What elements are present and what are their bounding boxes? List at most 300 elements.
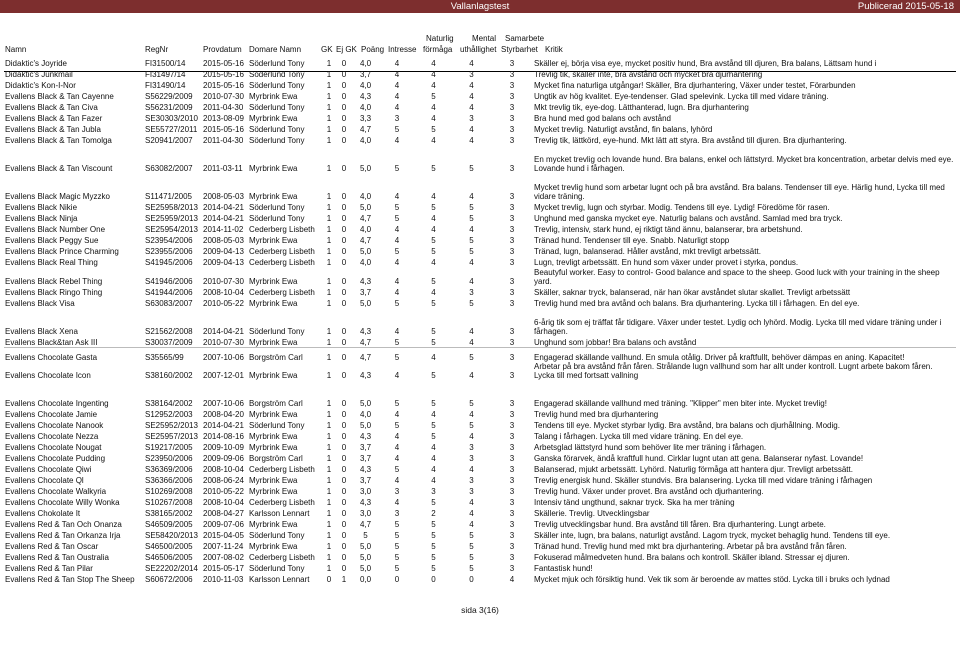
cell-mental: 5 (469, 164, 474, 173)
cell-samarbete: 3 (509, 454, 515, 463)
cell-mental: 5 (469, 542, 474, 551)
cell-regnr: S56229/2009 (145, 92, 193, 101)
cell-regnr: SE25952/2013 (145, 421, 198, 430)
cell-gk: 1 (326, 103, 332, 112)
cell-domare: Myrbrink Ewa (248, 336, 322, 348)
cell-ej-gk: 0 (341, 299, 347, 308)
cell-domare: Söderlund Tony (249, 81, 305, 90)
cell-poang: 4,7 (359, 125, 372, 134)
cell-gk: 1 (326, 443, 332, 452)
cell-poang: 4,0 (359, 225, 372, 234)
cell-intresse: 4 (394, 288, 400, 297)
cell-intresse: 3 (394, 509, 400, 518)
cell-namn: Didaktic's Joyride (5, 59, 67, 68)
cell-ej-gk: 0 (341, 520, 347, 529)
cell-gk: 1 (326, 520, 332, 529)
cell-intresse: 4 (394, 70, 400, 79)
cell-kritik: Trevlig hund med bra djurhantering (534, 410, 659, 419)
page-number: sida 3(16) (461, 605, 499, 615)
cell-domare: Cederberg Lisbeth (249, 258, 315, 267)
cell-mental: 4 (469, 432, 474, 441)
cell-kritik: Tränad, lugn, balanserad. Håller avstånd, mkt trevligt arbetssätt. (534, 247, 761, 256)
cell-naturlig: 5 (431, 125, 436, 134)
cell-naturlig: 4 (431, 476, 436, 485)
cell-namn: Evallens Black & Tan Viscount (5, 164, 113, 173)
cell-regnr: S46506/2005 (145, 553, 193, 562)
cell-provdatum: 2008-06-24 (203, 476, 244, 485)
cell-gk: 1 (326, 192, 332, 201)
cell-kritik: Skällerie. Trevlig. Utvecklingsbar (534, 509, 650, 518)
cell-naturlig: 5 (431, 299, 436, 308)
cell-mental: 5 (469, 299, 474, 308)
cell-regnr: SE55727/2011 (145, 125, 198, 134)
cell-domare: Cederberg Lisbeth (249, 498, 315, 507)
cell-ej-gk: 0 (341, 353, 347, 362)
cell-mental: 3 (469, 476, 474, 485)
cell-regnr: S41945/2006 (145, 258, 193, 267)
cell-domare: Myrbrink Ewa (249, 371, 298, 380)
cell-intresse: 5 (394, 125, 400, 134)
cell-mental: 5 (469, 214, 474, 223)
cell-poang: 3,7 (359, 70, 372, 79)
cell-namn: Evallens Red & Tan Och Onanza (5, 520, 122, 529)
cell-naturlig: 4 (431, 454, 436, 463)
cell-naturlig: 5 (431, 277, 436, 286)
cell-provdatum: 2010-07-30 (202, 336, 248, 348)
cell-kritik: 6-årig tik som ej träffat får tidigare. Växer under testet. Lydig och lyhörd. Modig. Lycka till med vidare träning under i fårhagen. (534, 318, 942, 336)
cell-ej-gk: 0 (341, 92, 347, 101)
cell-intresse: 4 (394, 258, 400, 267)
cell-ej-gk: 0 (341, 410, 347, 419)
cell-poang: 3,7 (359, 476, 372, 485)
cell-mental: 4 (469, 465, 474, 474)
cell-mental: 4 (469, 59, 474, 68)
cell-regnr: SE30303/2010 (145, 114, 198, 123)
cell-naturlig: 5 (431, 564, 436, 573)
cell-ej-gk: 0 (341, 277, 347, 286)
cell-provdatum: 2011-04-30 (203, 103, 244, 112)
table-row (4, 380, 956, 408)
table-row (4, 57, 956, 68)
cell-intresse: 4 (394, 432, 400, 441)
cell-regnr: FI31490/14 (145, 81, 186, 90)
cell-naturlig: 5 (431, 327, 436, 336)
cell-intresse: 4 (394, 443, 400, 452)
cell-ej-gk: 0 (341, 125, 347, 134)
cell-gk: 1 (326, 509, 332, 518)
cell-domare: Myrbrink Ewa (249, 542, 298, 551)
table-row (4, 134, 956, 145)
cell-intresse: 3 (394, 487, 400, 496)
cell-intresse: 5 (394, 564, 400, 573)
cell-provdatum: 2007-08-02 (203, 553, 244, 562)
cell-samarbete: 3 (509, 371, 515, 380)
cell-kritik: En mycket trevlig och lovande hund. Bra balans, enkel och lättstyrd. Mycket bra koncentration, arbetar delvis med eye. Lovande hund i fårhagen. (534, 155, 954, 173)
cell-samarbete: 3 (491, 336, 533, 348)
cell-kritik: Skäller inte, lugn, bra balans, naturligt avstånd. Lagom tryck, mycket behaglig hund. Tendens till eye. (534, 531, 891, 540)
cell-poang: 5,0 (359, 247, 372, 256)
cell-mental: 3 (469, 487, 474, 496)
table-row (4, 173, 956, 201)
cell-domare: Cederberg Lisbeth (249, 288, 315, 297)
cell-intresse: 5 (394, 520, 400, 529)
cell-poang: 4,3 (359, 371, 372, 380)
cell-ej-gk: 0 (341, 542, 347, 551)
cell-naturlig: 5 (431, 92, 436, 101)
cell-naturlig: 4 (431, 258, 436, 267)
cell-naturlig: 4 (431, 81, 436, 90)
cell-regnr: S38164/2002 (145, 399, 193, 408)
cell-naturlig: 4 (431, 288, 436, 297)
cell-kritik: Fantastisk hund! (534, 564, 593, 573)
cell-ej-gk: 0 (341, 465, 347, 474)
cell-mental: 5 (469, 353, 474, 362)
cell-samarbete: 3 (509, 59, 515, 68)
cell-namn: Evallens Chocolate Gasta (5, 353, 98, 362)
cell-provdatum: 2007-10-06 (203, 399, 244, 408)
cell-mental: 3 (469, 454, 474, 463)
cell-namn: Evallens Chocolate Nezza (5, 432, 99, 441)
cell-naturlig: 5 (431, 203, 436, 212)
cell-domare: Karlsson Lennart (249, 575, 310, 584)
cell-intresse: 5 (394, 553, 400, 562)
table-row (4, 101, 956, 112)
cell-regnr: S35565/99 (145, 353, 184, 362)
cell-kritik: Talang i fårhagen. Lycka till med vidare träning. En del eye. (534, 432, 744, 441)
cell-intresse: 3 (394, 114, 400, 123)
cell-naturlig: 5 (431, 164, 436, 173)
cell-regnr: S30037/2009 (144, 336, 202, 348)
cell-samarbete: 3 (509, 476, 515, 485)
cell-provdatum: 2014-11-02 (203, 225, 244, 234)
cell-gk: 1 (326, 454, 332, 463)
cell-gk: 1 (326, 353, 332, 362)
cell-provdatum: 2014-04-21 (203, 327, 244, 336)
cell-samarbete: 3 (509, 247, 515, 256)
cell-provdatum: 2009-04-13 (203, 247, 244, 256)
cell-namn: Evallens Black & Tan Civa (5, 103, 98, 112)
cell-domare: Söderlund Tony (249, 531, 305, 540)
cell-gk: 1 (326, 553, 332, 562)
table-row (4, 496, 956, 507)
cell-poang: 5,0 (359, 564, 372, 573)
cell-samarbete: 3 (509, 443, 515, 452)
cell-samarbete: 3 (509, 531, 515, 540)
cell-regnr: S46509/2005 (145, 520, 193, 529)
cell-domare: Söderlund Tony (249, 564, 305, 573)
cell-kritik: Engagerad skällande vallhund. En smula otålig. Driver på kraftfullt, behöver dämpas en aning. Kapacitet! (534, 353, 905, 362)
cell-naturlig: 4 (431, 465, 436, 474)
cell-samarbete: 3 (509, 164, 515, 173)
cell-intresse: 4 (394, 476, 400, 485)
cell-kritik: Intensiv tänd ungthund, saknar tryck. Ska ha mer träning (534, 498, 735, 507)
results-table-body (4, 57, 956, 584)
cell-poang: 5,0 (359, 542, 372, 551)
cell-namn: Evallens Red & Tan Oscar (5, 542, 99, 551)
table-row (4, 441, 956, 452)
cell-intresse: 5 (379, 336, 415, 348)
cell-regnr: FI31497/14 (145, 70, 186, 79)
cell-kritik: Tränad hund. Trevlig hund med mkt bra djurhantering. Arbetar på bra avstånd från fåren. (534, 542, 847, 551)
cell-namn: Evallens Black Nikie (5, 203, 78, 212)
cell-regnr: S23955/2006 (145, 247, 193, 256)
publish-date: Publicerad 2015-05-18 (857, 1, 954, 12)
cell-ej-gk: 0 (341, 509, 347, 518)
table-row (4, 308, 956, 336)
cell-namn: Evallens Black & Tan Tomolga (5, 136, 112, 145)
cell-naturlig: 5 (431, 498, 436, 507)
cell-samarbete: 3 (509, 487, 515, 496)
cell-mental: 5 (469, 236, 474, 245)
cell-kritik: Skäller ej, börja visa eye, mycket positiv hund, Bra avstånd till djuren, Bra balans, Lättsam hund i (534, 59, 877, 68)
cell-ej-gk: 0 (341, 288, 347, 297)
cell-samarbete: 3 (509, 399, 515, 408)
cell-naturlig: 4 (431, 114, 436, 123)
table-row (4, 348, 956, 363)
cell-samarbete: 3 (509, 136, 515, 145)
cell-kritik: Trevlig tik, skäller inte, bra avstånd och mycket bra djurhantering (534, 70, 763, 79)
cell-provdatum: 2007-12-01 (203, 371, 244, 380)
cell-namn: Evallens Black Visa (5, 299, 75, 308)
table-row (4, 201, 956, 212)
cell-domare: Myrbrink Ewa (249, 192, 298, 201)
cell-regnr: S10267/2008 (145, 498, 193, 507)
cell-mental: 4 (469, 125, 474, 134)
cell-gk: 1 (326, 236, 332, 245)
cell-poang: 4,0 (359, 136, 372, 145)
cell-namn: Evallens Chocolate Jamie (5, 410, 98, 419)
cell-gk: 1 (326, 59, 332, 68)
cell-samarbete: 3 (509, 92, 515, 101)
cell-provdatum: 2008-10-04 (203, 465, 244, 474)
cell-poang: 3,0 (359, 487, 372, 496)
cell-samarbete: 3 (509, 103, 515, 112)
cell-poang: 4,0 (359, 258, 372, 267)
cell-gk: 1 (326, 399, 332, 408)
cell-mental: 4 (469, 371, 474, 380)
cell-ej-gk: 1 (341, 575, 347, 584)
cell-regnr: S38160/2002 (145, 371, 193, 380)
cell-gk: 1 (326, 203, 332, 212)
cell-namn: Evallens Black Magic Myzzko (5, 192, 110, 201)
cell-ej-gk: 0 (341, 454, 347, 463)
cell-ej-gk: 0 (341, 136, 347, 145)
cell-domare: Söderlund Tony (249, 214, 305, 223)
cell-domare: Cederberg Lisbeth (249, 553, 315, 562)
cell-mental: 4 (469, 327, 474, 336)
cell-intresse: 5 (394, 399, 400, 408)
cell-naturlig: 4 (431, 70, 436, 79)
cell-ej-gk: 0 (341, 236, 347, 245)
cell-provdatum: 2008-04-27 (203, 509, 244, 518)
cell-regnr: S63083/2007 (145, 299, 193, 308)
cell-gk: 1 (326, 277, 332, 286)
table-row (4, 507, 956, 518)
cell-gk: 1 (326, 421, 332, 430)
cell-domare: Söderlund Tony (249, 203, 305, 212)
cell-samarbete: 3 (509, 203, 515, 212)
header-styrbarhet: Styrbarhet (501, 45, 538, 54)
cell-regnr: S23954/2006 (145, 236, 193, 245)
cell-kritik: Skäller, saknar tryck, balanserad, när han ökar avståndet slutar skallet. Trevligt arbetssätt (534, 288, 851, 297)
cell-poang: 5,0 (359, 299, 372, 308)
cell-naturlig: 4 (431, 214, 436, 223)
cell-ej-gk: 0 (341, 327, 347, 336)
cell-namn: Evallens Chocolate Icon (5, 371, 91, 380)
table-row (4, 79, 956, 90)
cell-naturlig: 4 (431, 225, 436, 234)
cell-naturlig: 5 (431, 236, 436, 245)
cell-mental: 5 (469, 421, 474, 430)
table-row (4, 336, 956, 348)
cell-provdatum: 2010-11-03 (203, 575, 244, 584)
cell-namn: Evallens Chocolate Nanook (5, 421, 104, 430)
cell-gk: 1 (326, 114, 332, 123)
cell-samarbete: 3 (509, 432, 515, 441)
cell-samarbete: 3 (509, 277, 515, 286)
cell-poang: 4,7 (359, 236, 372, 245)
table-row (4, 362, 956, 380)
cell-gk: 1 (326, 225, 332, 234)
cell-samarbete: 3 (509, 70, 515, 79)
cell-poang: 4,7 (359, 214, 372, 223)
cell-provdatum: 2013-08-09 (203, 114, 244, 123)
header-namn: Namn (5, 45, 27, 54)
cell-naturlig: 5 (431, 531, 436, 540)
cell-kritik: Unghund med ganska mycket eye. Naturlig balans och avstånd. Samlad med bra tryck. (534, 214, 843, 223)
cell-regnr: S36366/2006 (145, 476, 193, 485)
cell-samarbete: 3 (509, 465, 515, 474)
cell-samarbete: 3 (509, 564, 515, 573)
cell-samarbete: 3 (509, 258, 515, 267)
cell-ej-gk: 0 (341, 70, 347, 79)
cell-intresse: 5 (394, 247, 400, 256)
cell-ej-gk: 0 (341, 531, 347, 540)
cell-mental: 4 (469, 258, 474, 267)
cell-regnr: SE25958/2013 (145, 203, 198, 212)
cell-samarbete: 3 (509, 421, 515, 430)
cell-naturlig: 4 (431, 136, 436, 145)
cell-domare: Cederberg Lisbeth (249, 247, 315, 256)
cell-gk: 1 (326, 125, 332, 134)
cell-samarbete: 3 (509, 299, 515, 308)
cell-mental: 4 (469, 277, 474, 286)
cell-ej-gk: 0 (341, 203, 347, 212)
cell-intresse: 5 (394, 542, 400, 551)
cell-provdatum: 2010-05-22 (203, 487, 244, 496)
cell-intresse: 4 (394, 59, 400, 68)
header-uthallighet: uthållighet (460, 45, 497, 54)
table-row (4, 286, 956, 297)
cell-mental: 5 (469, 399, 474, 408)
cell-mental: 3 (469, 70, 474, 79)
table-header (0, 16, 960, 58)
cell-intresse: 4 (394, 103, 400, 112)
cell-namn: Didaktic's Junkmail (5, 70, 73, 79)
cell-gk: 1 (326, 371, 332, 380)
cell-gk: 1 (326, 81, 332, 90)
cell-ej-gk: 0 (341, 564, 347, 573)
table-row (4, 245, 956, 256)
cell-intresse: 4 (394, 81, 400, 90)
cell-kritik: Arbetsglad lättstyrd hund som behöver lite mer träning i fårhagen. (534, 443, 767, 452)
cell-samarbete: 3 (509, 410, 515, 419)
cell-namn: Evallens Red & Tan Pilar (5, 564, 93, 573)
cell-gk: 1 (326, 247, 332, 256)
cell-ej-gk: 0 (341, 81, 347, 90)
table-row (4, 452, 956, 463)
cell-intresse: 4 (394, 327, 400, 336)
cell-samarbete: 3 (509, 498, 515, 507)
cell-regnr: SE22202/2014 (145, 564, 198, 573)
header-formaga: förmåga (423, 45, 453, 54)
cell-mental: 3 (469, 443, 474, 452)
cell-naturlig: 0 (431, 575, 436, 584)
cell-poang: 3,0 (359, 509, 372, 518)
cell-gk: 1 (326, 531, 332, 540)
cell-samarbete: 3 (509, 553, 515, 562)
cell-namn: Evallens Black Number One (5, 225, 106, 234)
cell-regnr: S36369/2006 (145, 465, 193, 474)
table-row (4, 485, 956, 496)
cell-kritik: Mycket trevlig. Naturligt avstånd, fin balans, lyhörd (534, 125, 713, 134)
cell-poang: 0,0 (359, 575, 372, 584)
cell-kritik: Trevlig energisk hund. Skäller stundvis. Bra balansering. Lycka till med vidare träning i fårhagen (534, 476, 873, 485)
cell-provdatum: 2009-04-13 (203, 258, 244, 267)
table-row (4, 297, 956, 308)
cell-samarbete: 3 (509, 114, 515, 123)
cell-domare: Myrbrink Ewa (249, 92, 298, 101)
cell-regnr: S63082/2007 (145, 164, 193, 173)
header-intresse: Intresse (388, 45, 417, 54)
cell-poang: 4,3 (359, 498, 372, 507)
cell-ej-gk: 0 (341, 498, 347, 507)
header-domare: Domare Namn (249, 45, 302, 54)
cell-namn: Evallens Chocolate Ql (5, 476, 84, 485)
cell-samarbete: 3 (509, 288, 515, 297)
cell-intresse: 5 (394, 214, 400, 223)
table-row (4, 145, 956, 173)
cell-mental: 4 (469, 192, 474, 201)
table-row (4, 419, 956, 430)
table-row (4, 123, 956, 134)
cell-intresse: 4 (394, 236, 400, 245)
cell-kritik: Trevlig hund med bra avtånd och balans. Bra djurhantering. Lycka till i fårhagen. En del eye. (534, 299, 860, 308)
cell-provdatum: 2008-05-03 (203, 192, 244, 201)
cell-naturlig: 4 (431, 59, 436, 68)
cell-domare: Myrbrink Ewa (249, 410, 298, 419)
cell-namn: Evallens Black&tan Ask III (4, 336, 144, 348)
cell-domare: Myrbrink Ewa (249, 476, 298, 485)
cell-poang: 4,3 (359, 92, 372, 101)
cell-domare: Söderlund Tony (249, 70, 305, 79)
cell-provdatum: 2011-03-11 (203, 164, 243, 173)
cell-namn: Evallens Black & Tan Jubla (5, 125, 101, 134)
cell-namn: Evallens Black Prince Charming (5, 247, 119, 256)
cell-ej-gk: 0 (341, 103, 347, 112)
cell-kritik: Fokuserad målmedveten hund. Bra balans och kontroll. Skäller ibland. Stressar ej djuren. (534, 553, 850, 562)
cell-poang: 4,0 (359, 410, 372, 419)
cell-kritik: Beautyful worker. Easy to control- Good balance and space to the sheep. Good luck with your training in the sheep yard. (534, 268, 940, 286)
cell-namn: Evallens Chocolate Qiwi (5, 465, 92, 474)
cell-poang: 4,7 (359, 353, 372, 362)
table-row (4, 112, 956, 123)
cell-domare: Myrbrink Ewa (249, 299, 298, 308)
cell-namn: Evallens Chocolate Pudding (5, 454, 106, 463)
cell-provdatum: 2015-05-16 (203, 125, 244, 134)
cell-domare: Cederberg Lisbeth (249, 465, 315, 474)
header-ej-gk: Ej GK (336, 45, 357, 54)
